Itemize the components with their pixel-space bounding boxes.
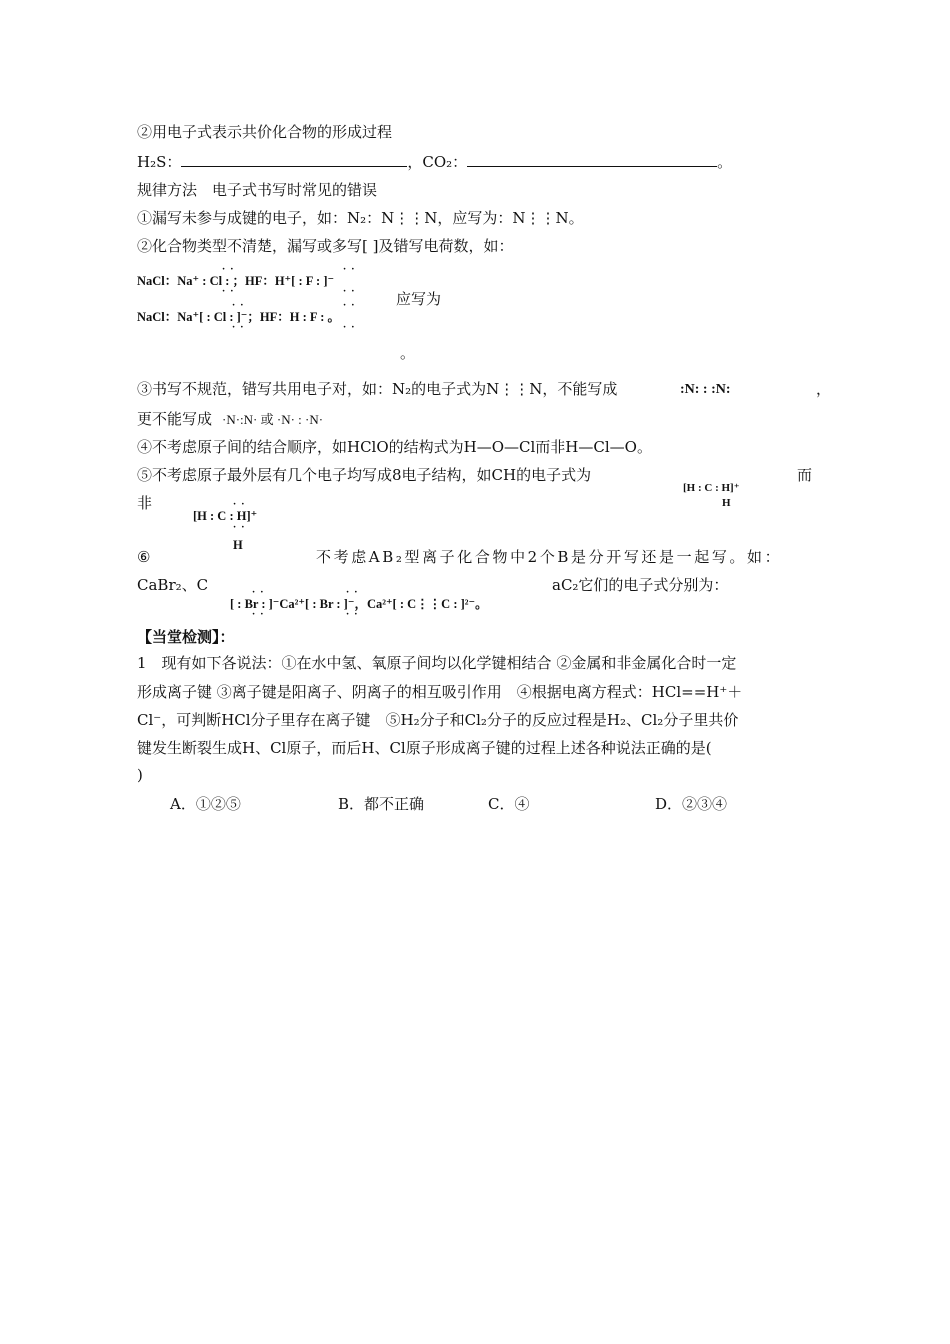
question-1-line-1: 1 现有如下各说法：①在水中氢、氧原子间均以化学键相结合 ②金属和非金属化合时一定 [137, 654, 737, 672]
h2s-answer-blank[interactable] [181, 152, 407, 167]
contrast-word-er: 而 [797, 466, 813, 484]
rule-item-6-cac2: aC₂它们的电子式分别为： [552, 576, 729, 594]
n2-wrong-formula-1: :N: : :N: [680, 382, 731, 397]
wrong-electron-formula: NaCl：Na⁺ : Cl : ；HF：H⁺[ : F : ]⁻ [137, 274, 335, 288]
electron-dots: · · [343, 301, 356, 311]
rule-item-6-num: ⑥ [137, 548, 151, 566]
cabr2-cac2-formula: [ : Br : ]⁻Ca²⁺[ : Br : ]⁻，Ca²⁺[ : C⋮⋮C : ]²⁻。 [230, 597, 488, 611]
question-1-line-3: Cl⁻，可判断HCl分子里存在离子键 ⑤H₂分子和Cl₂分子的反应过程是H₂、Cl₂分子里共价 [137, 711, 739, 729]
ch-correct-formula: [H : C : H]⁺ [683, 482, 740, 494]
electron-dots: · · [222, 265, 235, 275]
electron-dots: · · [232, 323, 245, 333]
n2-wrong-formula-2: ·N·:N· 或 ·N· : ·N· [222, 412, 324, 427]
h2s-co2-line [137, 152, 732, 172]
period-mark: 。 [400, 344, 416, 362]
rule-item-2: ②化合物类型不清楚，漏写或多写[ ]及错写电荷数，如： [137, 237, 514, 255]
contrast-word-fei: 非 [137, 494, 153, 512]
ch-wrong-h: H [233, 538, 243, 552]
question-1-line-4: 键发生断裂生成H、Cl原子，而后H、Cl原子形成离子键的过程上述各种说法正确的是( [137, 739, 712, 757]
quiz-heading: 【当堂检测】： [137, 628, 235, 646]
option-b[interactable]: B．都不正确 [338, 795, 425, 813]
rule-item-4: ④不考虑原子间的结合顺序，如HClO的结构式为H—O—Cl而非H—Cl—O。 [137, 438, 652, 456]
end-mark: 。 [717, 153, 733, 171]
electron-dots: · · [233, 523, 246, 533]
electron-dots: · · [252, 588, 265, 598]
rules-title: 规律方法 电子式书写时常见的错误 [137, 181, 378, 199]
electron-dots: · · [233, 500, 246, 510]
electron-dots: · · [252, 610, 265, 620]
option-c[interactable]: C．④ [488, 795, 530, 813]
rule-item-6-cabr: CaBr₂、C [137, 576, 209, 594]
right-electron-formula: NaCl：Na⁺[ : Cl : ]⁻；HF：H : F : 。 [137, 310, 340, 324]
rule-item-3: ③书写不规范，错写共用电子对，如：N₂的电子式为N⋮⋮N，不能写成 [137, 380, 618, 398]
electron-dots: · · [343, 287, 356, 297]
rule-item-1: ①漏写未参与成键的电子，如：N₂：N⋮⋮N，应写为：N⋮⋮N。 [137, 209, 584, 227]
option-a[interactable]: A．①②⑤ [170, 795, 241, 813]
co2-label: ，CO₂： [407, 153, 468, 171]
ch-wrong-formula: [H : C : H]⁺ [193, 509, 258, 523]
question-1-line-2: 形成离子键 ③离子键是阳离子、阴离子的相互吸引作用 ④根据电离方程式：HCl==H⁺＋ [137, 683, 743, 701]
section-heading: ②用电子式表示共价化合物的形成过程 [137, 123, 393, 141]
rule-item-3-cont: 更不能写成 [137, 410, 213, 428]
ch-correct-h: H [722, 497, 731, 509]
rule-item-5: ⑤不考虑原子最外层有几个电子均写成8电子结构，如CH的电子式为 [137, 466, 592, 484]
h2s-label: H₂S： [137, 153, 182, 171]
should-write-label: 应写为 [396, 290, 442, 308]
comma: ， [816, 380, 832, 398]
electron-dots: · · [222, 287, 235, 297]
electron-dots: · · [346, 610, 359, 620]
rule-item-6: 不考虑AB₂型离子化合物中2个B是分开写还是一起写。如： [316, 548, 783, 566]
option-d[interactable]: D．②③④ [655, 795, 728, 813]
electron-dots: · · [346, 588, 359, 598]
electron-dots: · · [343, 323, 356, 333]
electron-dots: · · [232, 301, 245, 311]
co2-answer-blank[interactable] [467, 152, 717, 167]
question-1-line-5: ) [137, 766, 143, 784]
electron-dots: · · [343, 265, 356, 275]
